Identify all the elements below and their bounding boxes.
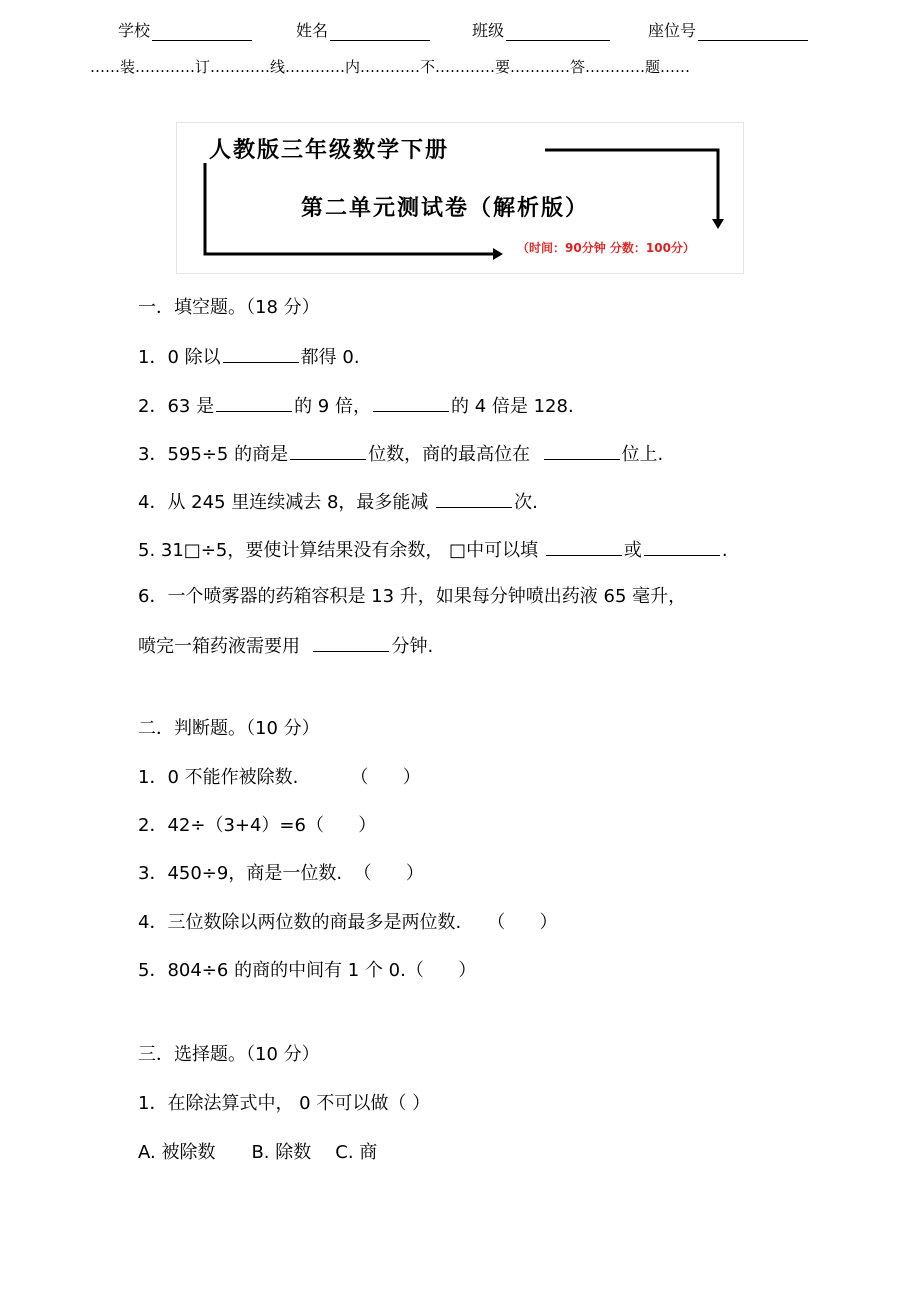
school-label: 学校 bbox=[118, 21, 151, 40]
banner-time-score: （时间：90分钟 分数：100分） bbox=[517, 241, 695, 255]
seat-field bbox=[648, 18, 808, 41]
banner-title-line1: 人教版三年级数学下册 bbox=[209, 137, 450, 163]
student-info-header bbox=[118, 18, 818, 42]
judge-text: 1．0 不能作被除数. bbox=[138, 767, 299, 788]
q4-text-b: 次. bbox=[514, 492, 538, 513]
answer-blank[interactable] bbox=[373, 393, 449, 412]
name-blank[interactable] bbox=[330, 22, 430, 41]
answer-blank[interactable] bbox=[290, 441, 366, 460]
section2-heading: 二．判断题。（10 分） bbox=[138, 718, 320, 739]
section1-q6-line1: 6．一个喷雾器的药箱容积是 13 升，如果每分钟喷出药液 65 毫升， bbox=[138, 586, 687, 607]
school-field bbox=[118, 18, 252, 41]
judge-item bbox=[138, 911, 558, 935]
answer-parens[interactable]: （ ） bbox=[350, 767, 421, 788]
school-blank[interactable] bbox=[152, 22, 252, 41]
answer-blank[interactable] bbox=[544, 441, 620, 460]
judge-item bbox=[138, 862, 424, 886]
judge-text: 4．三位数除以两位数的商最多是两位数. bbox=[138, 912, 462, 933]
section1-q2 bbox=[138, 393, 574, 419]
judge-text: 5．804÷6 的商的中间有 1 个 0. bbox=[138, 960, 406, 981]
q1-text-a: 1．0 除以 bbox=[138, 347, 221, 368]
answer-parens[interactable]: （ ） bbox=[353, 863, 424, 884]
judge-item bbox=[138, 814, 376, 838]
answer-blank[interactable] bbox=[546, 537, 622, 556]
title-banner bbox=[176, 122, 744, 274]
q2-text-c: 的 4 倍是 128. bbox=[450, 396, 574, 417]
judge-item bbox=[138, 766, 421, 790]
class-label: 班级 bbox=[472, 21, 505, 40]
q5-text-c: . bbox=[721, 540, 728, 561]
option-c[interactable]: C. 商 bbox=[335, 1142, 378, 1163]
q4-text-a: 4．从 245 里连续减去 8，最多能减 bbox=[138, 492, 429, 513]
answer-parens[interactable]: （ ） bbox=[405, 960, 477, 981]
q3-text-b: 位数，商的最高位在 bbox=[368, 444, 531, 465]
section1-q3 bbox=[138, 441, 663, 467]
seat-blank[interactable] bbox=[698, 22, 808, 41]
section1-q4 bbox=[138, 489, 538, 515]
judge-text: 3．450÷9，商是一位数. bbox=[138, 863, 343, 884]
judge-text: 2．42÷（3+4）=6 bbox=[138, 815, 306, 836]
answer-blank[interactable] bbox=[313, 633, 389, 652]
section1-heading: 一．填空题。（18 分） bbox=[138, 297, 320, 318]
seat-label: 座位号 bbox=[648, 21, 697, 40]
q2-text-a: 2．63 是 bbox=[138, 396, 215, 417]
q3-text-a: 3．595÷5 的商是 bbox=[138, 444, 289, 465]
answer-parens[interactable]: （ ） bbox=[305, 815, 377, 836]
q6-text-a: 喷完一箱药液需要用 bbox=[138, 636, 300, 657]
section1-q5 bbox=[138, 537, 728, 563]
q6-text-b: 分钟. bbox=[391, 636, 434, 657]
name-field bbox=[296, 18, 430, 41]
answer-blank[interactable] bbox=[436, 489, 512, 508]
class-field bbox=[472, 18, 610, 41]
answer-blank[interactable] bbox=[644, 537, 720, 556]
choice-options bbox=[138, 1141, 377, 1165]
answer-blank[interactable] bbox=[216, 393, 292, 412]
option-a[interactable]: A. 被除数 bbox=[138, 1142, 216, 1163]
banner-title-line2: 第二单元测试卷（解析版） bbox=[301, 195, 590, 221]
name-label: 姓名 bbox=[296, 21, 329, 40]
section3-heading: 三．选择题。（10 分） bbox=[138, 1044, 320, 1065]
q5-text-a: 5. 31□÷5，要使计算结果没有余数， □中可以填 bbox=[138, 540, 539, 561]
answer-parens[interactable]: （ ） bbox=[487, 912, 558, 933]
judge-item bbox=[138, 959, 476, 983]
q5-text-b: 或 bbox=[623, 540, 642, 561]
section1-q6-line2 bbox=[138, 633, 433, 659]
q3-text-c: 位上. bbox=[621, 444, 664, 465]
binding-line-notice: ……装…………订…………线…………内…………不…………要…………答…………题…… bbox=[90, 58, 691, 76]
class-blank[interactable] bbox=[506, 22, 610, 41]
option-b[interactable]: B. 除数 bbox=[251, 1142, 312, 1163]
section1-q1 bbox=[138, 344, 360, 370]
q2-text-b: 的 9 倍， bbox=[294, 396, 371, 417]
choice-question-1: 1．在除法算式中， 0 不可以做（ ） bbox=[138, 1093, 431, 1114]
answer-blank[interactable] bbox=[223, 344, 299, 363]
q1-text-b: 都得 0. bbox=[300, 347, 360, 368]
